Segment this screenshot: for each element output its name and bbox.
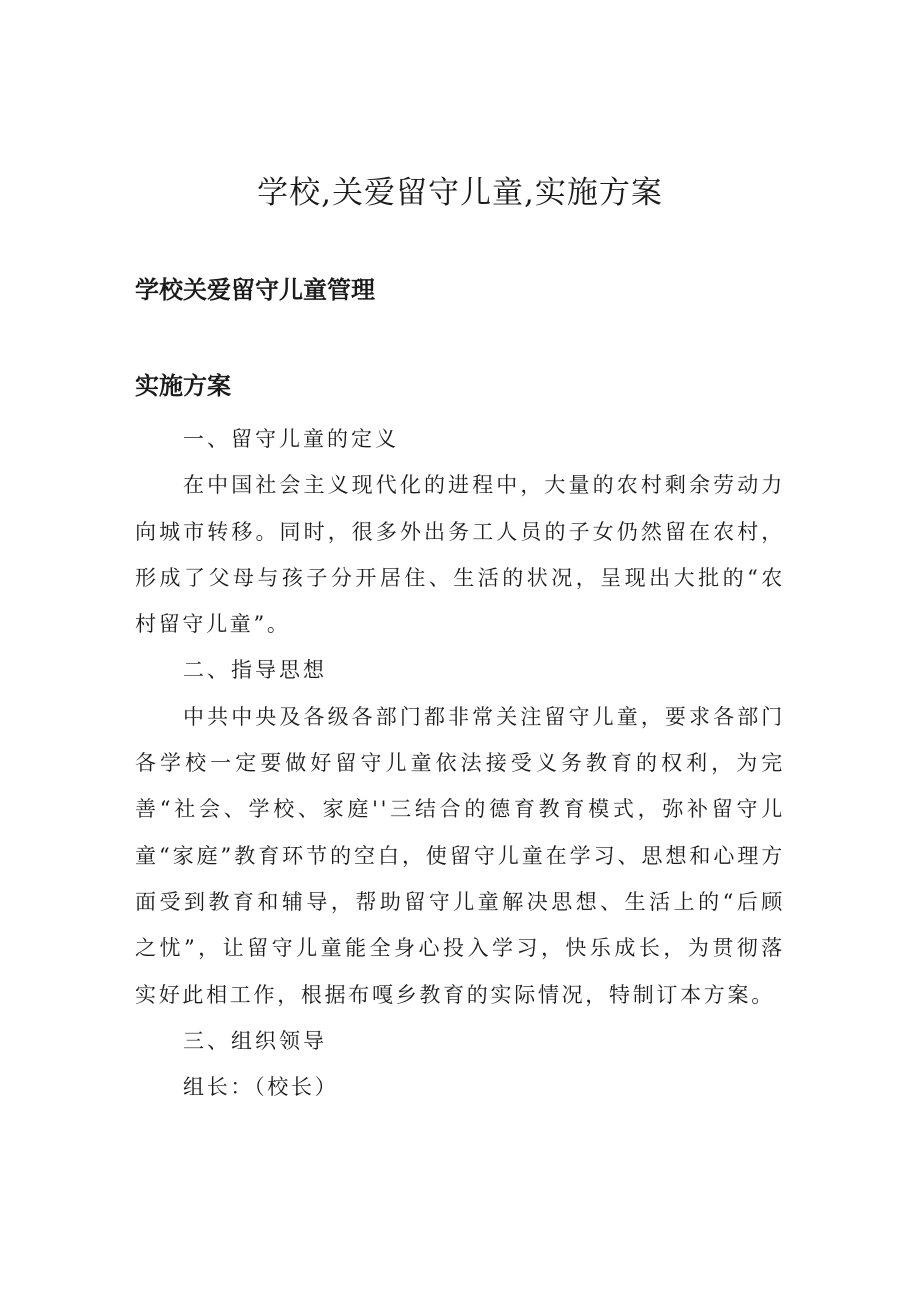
paragraph-definition: 在中国社会主义现代化的进程中，大量的农村剩余劳动力向城市转移。同时，很多外出务工人员的子女仍然留在农村，形成了父母与孩子分开居住、生活的状况，呈现出大批的“农村留守儿童”。 [135,473,785,637]
document-title: 学校,关爱留守儿童,实施方案 [257,175,663,211]
section-heading-definition: 一、留守儿童的定义 [183,427,399,451]
paragraph-guiding-ideology: 中共中央及各级各部门都非常关注留守儿童，要求各部门各学校一定要做好留守儿童依法接受义务教育的权利，为完善“社会、学校、家庭''三结合的德育教育模式，弥补留守儿童“家庭”教育环节的空白，使留守儿童在学习、思想和心理方面受到教育和辅导，帮助留守儿童解决思想、生活上的“后顾之忧”，让留守儿童能全身心投入学习，快乐成长，为贯彻落实好此相工作，根据布嘎乡教育的实际情况，特制订本方案。 [135,704,785,1007]
plan-heading: 实施方案 [135,372,231,400]
document-body [135,416,785,1110]
section-heading-guiding-ideology: 二、指导思想 [183,658,327,683]
subtitle-heading: 学校关爱留守儿童管理 [135,276,375,304]
paragraph-group-leader: 组长：（校长） [183,1075,339,1100]
section-heading-organization: 三、组织领导 [183,1028,327,1053]
